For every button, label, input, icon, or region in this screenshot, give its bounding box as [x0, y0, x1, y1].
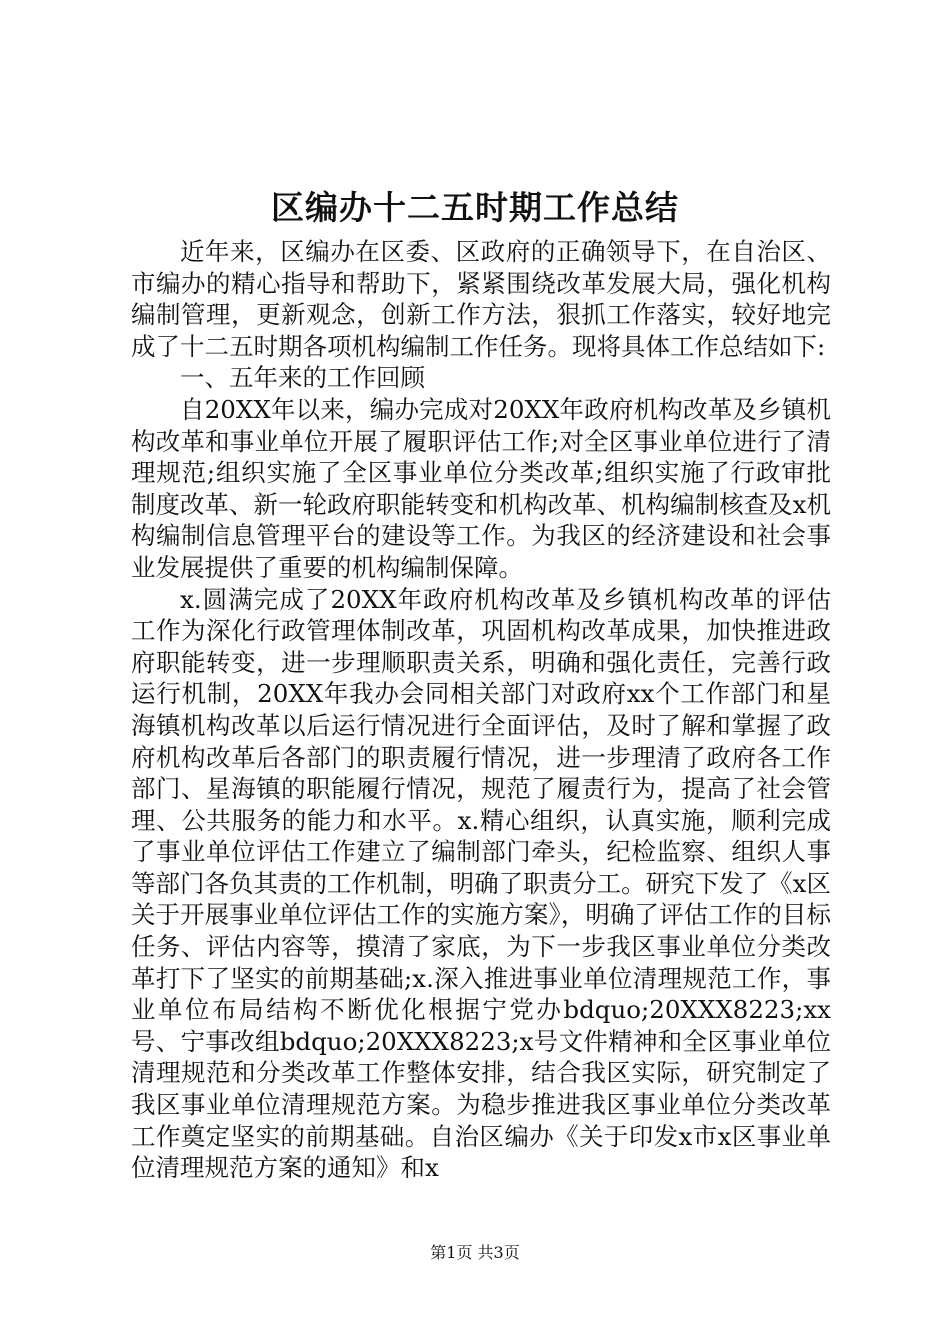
document-body — [131, 236, 831, 1184]
paragraph-overview: 自20XX年以来，编办完成对20XX年政府机构改革及乡镇机构改革和事业单位开展了履职评估工作;对全区事业单位进行了清理规范;组织实施了全区事业单位分类改革;组织实施了行政审批制度改革、新一轮政府职能转变和机构改革、机构编制核查及x机构编制信息管理平台的建设等工作。为我区的经济建设和社会事业发展提供了重要的机构编制保障。 — [131, 394, 831, 582]
paragraph-intro: 近年来，区编办在区委、区政府的正确领导下，在自治区、市编办的精心指导和帮助下，紧紧围绕改革发展大局，强化机构编制管理，更新观念，创新工作方法，狠抓工作落实，较好地完成了十二五时期各项机构编制工作任务。现将具体工作总结如下: — [131, 237, 831, 361]
paragraph-details: x.圆满完成了20XX年政府机构改革及乡镇机构改革的评估工作为深化行政管理体制改革，巩固机构改革成果，加快推进政府职能转变，进一步理顺职责关系，明确和强化责任，完善行政运行机制，20XX年我办会同相关部门对政府xx个工作部门和星海镇机构改革以后运行情况进行全面评估，及时了解和掌握了政府机构改革后各部门的职责履行情况，进一步理清了政府各工作部门、星海镇的职能履行情况，规范了履责行为，提高了社会管理、公共服务的能力和水平。x.精心组织，认真实施，顺利完成了事业单位评估工作建立了编制部门牵头，纪检监察、组织人事等部门各负其责的工作机制，明确了职责分工。研究下发了《x区关于开展事业单位评估工作的实施方案》，明确了评估工作的目标任务、评估内容等，摸清了家底，为下一步我区事业单位分类改革打下了坚实的前期基础;x.深入推进事业单位清理规范工作，事业单位布局结构不断优化根据宁党办bdquo;20XXX8223;xx号、宁事改组bdquo;20XXX8223;x号文件精神和全区事业单位清理规范和分类改革工作整体安排，结合我区实际，研究制定了我区事业单位清理规范方案。为稳步推进我区事业单位分类改革工作奠定坚实的前期基础。自治区编办《关于印发x市x区事业单位清理规范方案的通知》和x — [131, 584, 831, 1183]
document-title: 区编办十二五时期工作总结 — [271, 188, 679, 227]
page-number-footer: 第1页 共3页 — [430, 1243, 520, 1262]
section-heading: 一、五年来的工作回顾 — [180, 363, 425, 393]
